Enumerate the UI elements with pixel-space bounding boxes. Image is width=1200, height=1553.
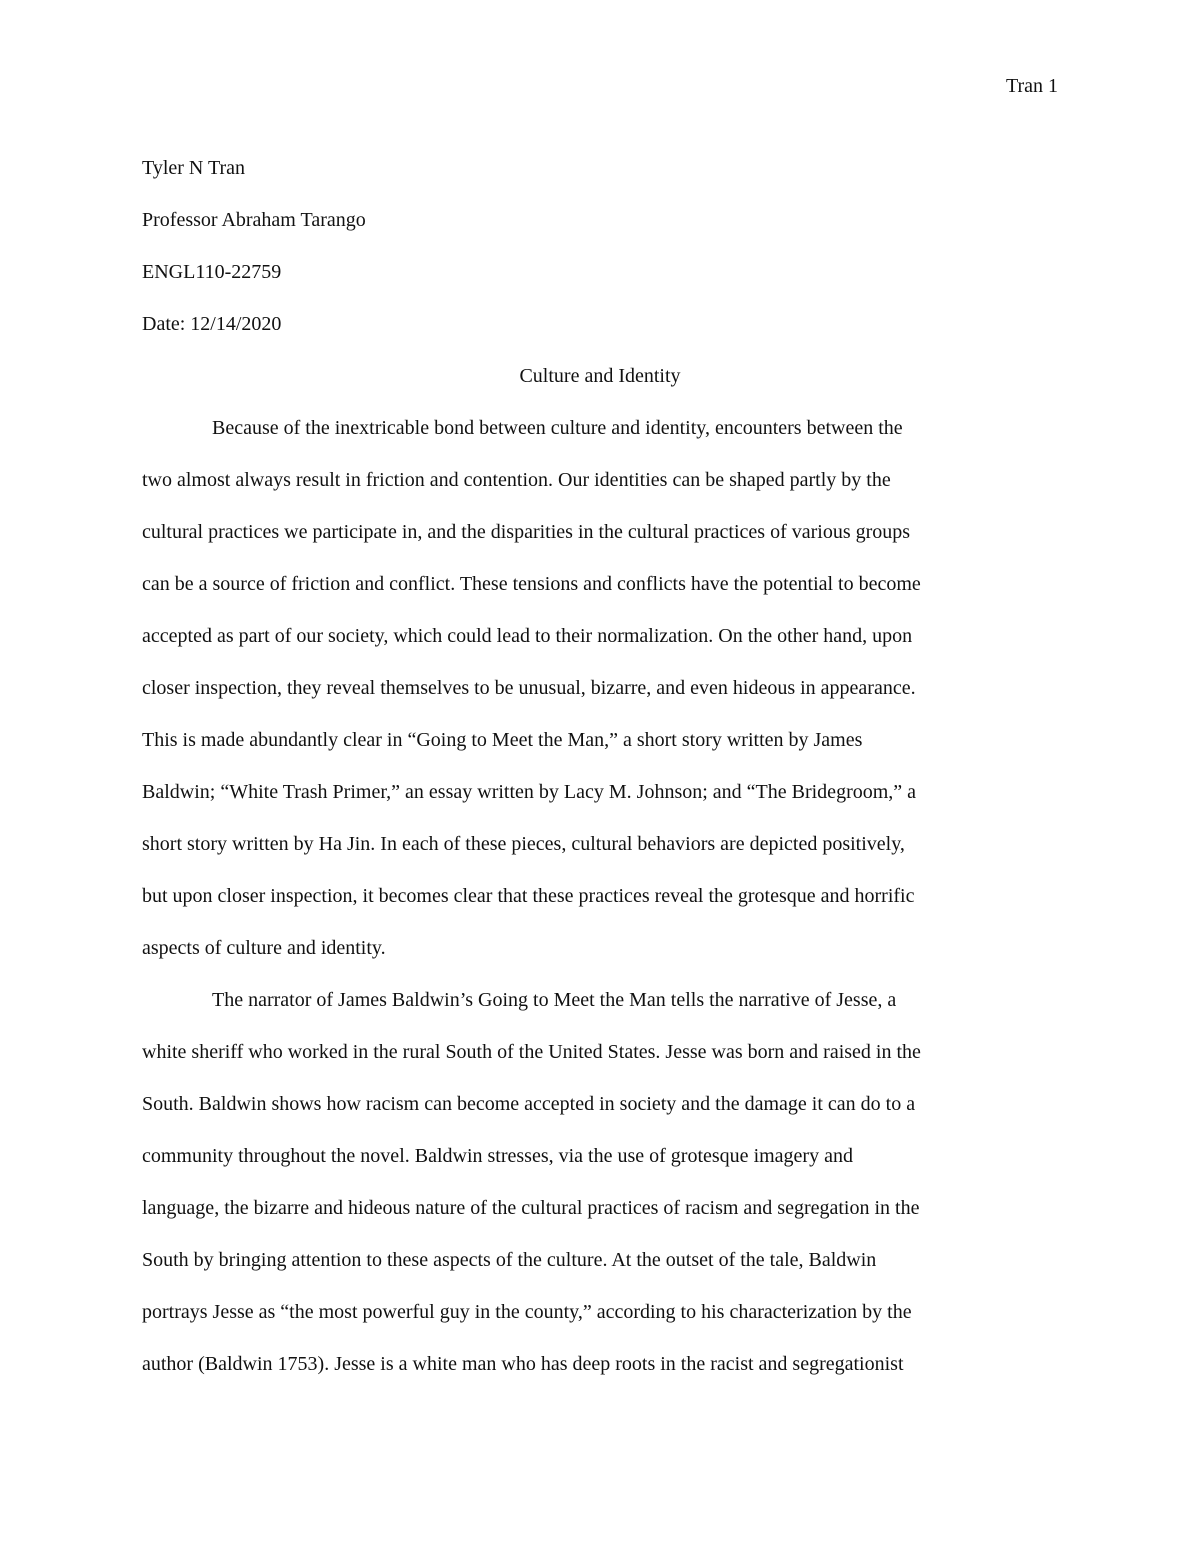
paragraph-line: closer inspection, they reveal themselves to be unusual, bizarre, and even hideous in appearance. [142, 677, 916, 699]
paragraph-line: cultural practices we participate in, and the disparities in the cultural practices of various groups [142, 521, 911, 543]
document-body [142, 142, 1058, 1390]
paragraph-line: but upon closer inspection, it becomes clear that these practices reveal the grotesque and horrific [142, 885, 915, 907]
essay-title: Culture and Identity [519, 365, 681, 387]
paragraph-line: community throughout the novel. Baldwin stresses, via the use of grotesque imagery and [142, 1145, 853, 1167]
paragraph-2 [142, 974, 1058, 1390]
paragraph-line: white sheriff who worked in the rural South of the United States. Jesse was born and raised in the [142, 1041, 921, 1063]
paragraph-line: This is made abundantly clear in “Going to Meet the Man,” a short story written by James [142, 729, 863, 751]
paragraph-line: author (Baldwin 1753). Jesse is a white man who has deep roots in the racist and segregationist [142, 1353, 904, 1375]
paragraph-line: portrays Jesse as “the most powerful guy in the county,” according to his characterization by the [142, 1301, 912, 1323]
running-head: Tran 1 [1005, 75, 1058, 97]
paragraph-line: can be a source of friction and conflict. These tensions and conflicts have the potential to become [142, 573, 921, 595]
paragraph-line: aspects of culture and identity. [142, 937, 386, 959]
submission-date: Date: 12/14/2020 [142, 313, 282, 335]
professor-name: Professor Abraham Tarango [142, 209, 366, 231]
paragraph-line: Baldwin; “White Trash Primer,” an essay written by Lacy M. Johnson; and “The Bridegroom,” a [142, 781, 917, 803]
paragraph-line: South. Baldwin shows how racism can become accepted in society and the damage it can do to a [142, 1093, 916, 1115]
paragraph-line: The narrator of James Baldwin’s Going to Meet the Man tells the narrative of Jesse, a [212, 989, 897, 1011]
paragraph-line: South by bringing attention to these aspects of the culture. At the outset of the tale, Baldwin [142, 1249, 877, 1271]
paragraph-line: Because of the inextricable bond between culture and identity, encounters between the [212, 417, 903, 439]
paragraph-line: language, the bizarre and hideous nature of the cultural practices of racism and segregation in the [142, 1197, 920, 1219]
paragraph-line: two almost always result in friction and contention. Our identities can be shaped partly by the [142, 469, 891, 491]
paragraph-line: accepted as part of our society, which could lead to their normalization. On the other hand, upon [142, 625, 913, 647]
paragraph-1 [142, 402, 1058, 974]
course-code: ENGL110-22759 [142, 261, 282, 283]
paragraph-line: short story written by Ha Jin. In each of these pieces, cultural behaviors are depicted positively, [142, 833, 905, 855]
author-name: Tyler N Tran [142, 157, 246, 179]
